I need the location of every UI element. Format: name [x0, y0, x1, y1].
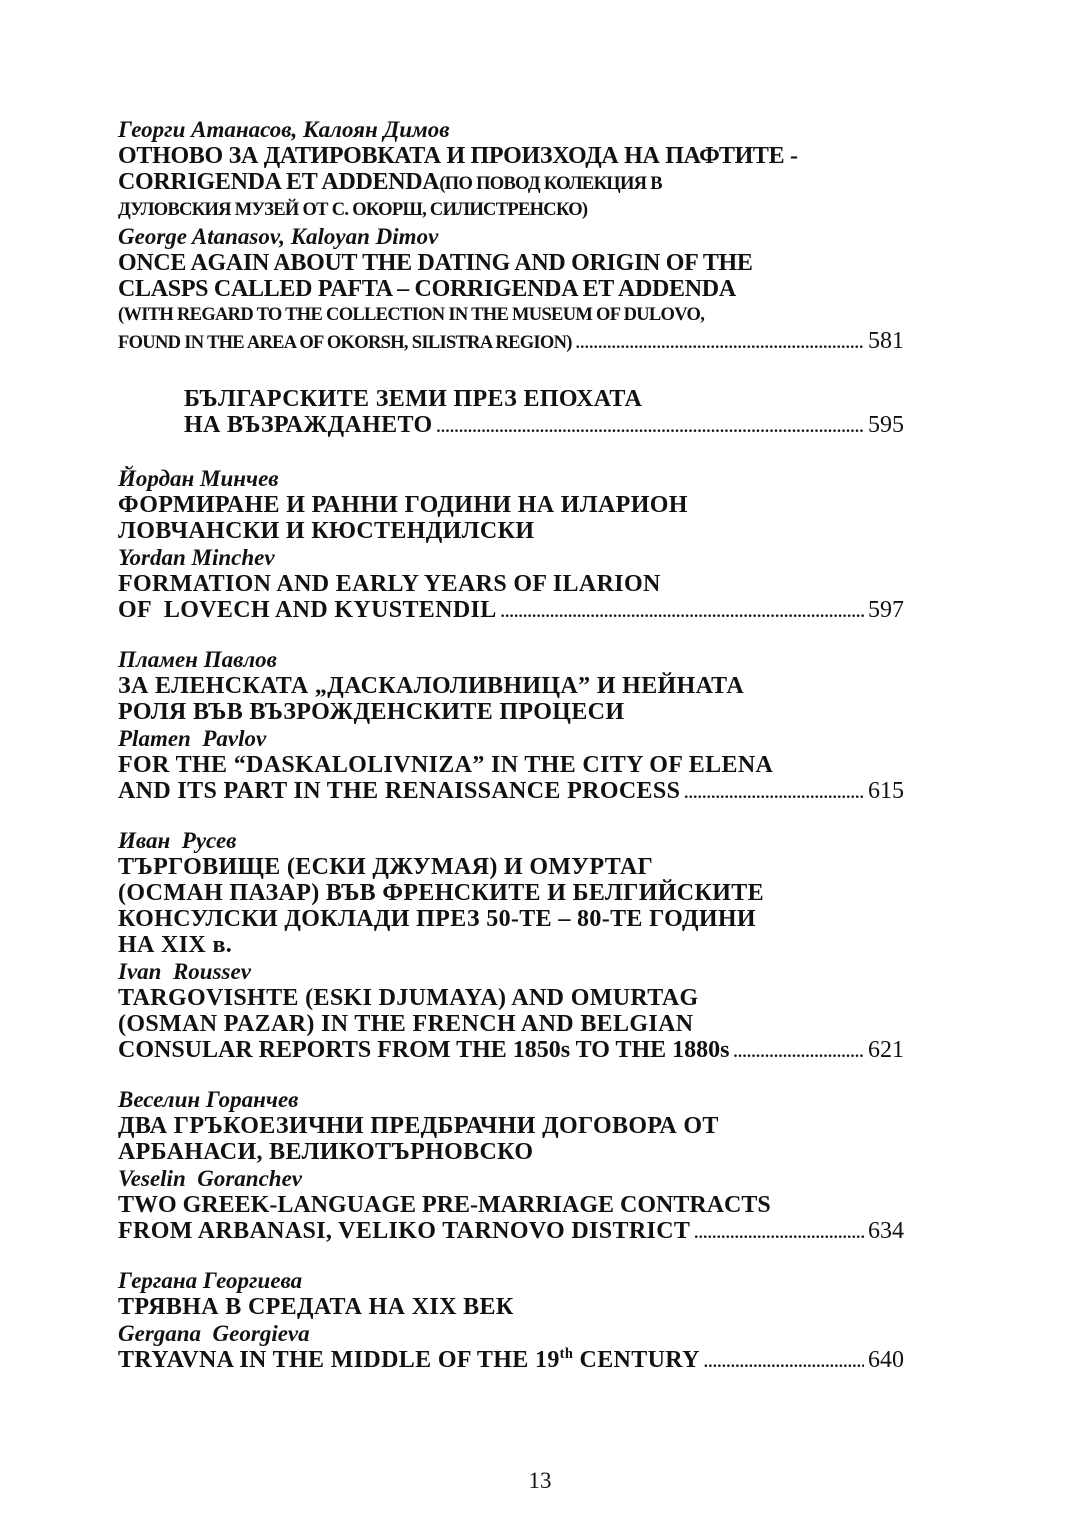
toc-entry	[118, 465, 904, 624]
title-bg-line: РОЛЯ ВЪВ ВЪЗРОЖДЕНСКИТЕ ПРОЦЕСИ	[118, 699, 625, 725]
page-number: 640	[868, 1347, 904, 1373]
toc-entry	[118, 827, 904, 1064]
page-number: 621	[868, 1037, 904, 1063]
toc-entry	[118, 646, 904, 805]
dot-leader	[576, 335, 864, 353]
title-bg-line: НА XIX в.	[118, 932, 233, 958]
dot-leader	[684, 785, 864, 803]
section-title-line: НА ВЪЗРАЖДАНЕТО	[184, 412, 433, 438]
title-bg-line: ДВА ГРЪКОЕЗИЧНИ ПРЕДБРАЧНИ ДОГОВОРА ОТ	[118, 1113, 719, 1139]
author-bg: Иван Русев	[118, 828, 237, 853]
title-en-fragment: TRYAVNA IN THE MIDDLE OF THE 19	[118, 1347, 560, 1373]
title-en-line: TWO GREEK-LANGUAGE PRE-MARRIAGE CONTRACTS	[118, 1192, 771, 1218]
title-bg-fragment: CORRIGENDA ET ADDENDA	[118, 169, 440, 195]
toc-entry	[118, 116, 904, 356]
title-bg-line: ДУЛОВСКИЯ МУЗЕЙ ОТ С. ОКОРШ, СИЛИСТРЕНСКО)	[118, 200, 588, 220]
author-bg: Веселин Горанчев	[118, 1087, 299, 1112]
title-bg-line: ЛОВЧАНСКИ И КЮСТЕНДИЛСКИ	[118, 518, 535, 544]
dot-leader	[734, 1044, 865, 1062]
page-number: 597	[868, 597, 904, 623]
title-bg-line	[118, 169, 904, 197]
title-en-line: CONSULAR REPORTS FROM THE 1850s TO THE 1880s	[118, 1037, 730, 1063]
section-title-line-with-page	[184, 412, 904, 439]
page-number: 615	[868, 778, 904, 804]
author-en: Plamen Pavlov	[118, 726, 267, 751]
title-bg-line: ТРЯВНА В СРЕДАТА НА XIX ВЕК	[118, 1294, 514, 1320]
title-en-line-with-page	[118, 1347, 904, 1374]
author-bg: Гергана Георгиева	[118, 1268, 303, 1293]
section-title-line: БЪЛГАРСКИТЕ ЗЕМИ ПРЕЗ ЕПОХАТА	[184, 386, 643, 412]
dot-leader	[437, 419, 864, 437]
title-en-line: TARGOVISHTE (ESKI DJUMAYA) AND OMURTAG	[118, 985, 699, 1011]
author-bg: Пламен Павлов	[118, 647, 277, 672]
author-bg: Георги Атанасов, Калоян Димов	[118, 117, 450, 142]
title-en-line-with-page	[118, 597, 904, 624]
page-number: 595	[868, 412, 904, 438]
title-bg-line: (ОСМАН ПАЗАР) ВЪВ ФРЕНСКИТЕ И БЕЛГИЙСКИТЕ	[118, 880, 764, 906]
page-number: 581	[868, 328, 904, 354]
ordinal-suffix: th	[559, 1346, 574, 1362]
author-en: George Atanasov, Kaloyan Dimov	[118, 224, 439, 249]
title-en-line: FORMATION AND EARLY YEARS OF ILARION	[118, 571, 661, 597]
title-en-line: FOR THE “DASKALOLIVNIZA” IN THE CITY OF ELENA	[118, 752, 774, 778]
toc-entry	[118, 1086, 904, 1245]
section-heading	[118, 386, 904, 439]
title-en-line: CLASPS CALLED PAFTA – CORRIGENDA ET ADDENDA	[118, 276, 736, 302]
title-en-line: FOUND IN THE AREA OF OKORSH, SILISTRA REGION)	[118, 333, 572, 353]
title-en-line: AND ITS PART IN THE RENAISSANCE PROCESS	[118, 778, 681, 804]
title-en-line-with-page	[118, 778, 904, 805]
page-footer-number: 13	[528, 1468, 552, 1493]
title-en-line-with-page	[118, 1037, 904, 1064]
title-bg-line: ЗА ЕЛЕНСКАТА „ДАСКАЛОЛИВНИЦА” И НЕЙНАТА	[118, 673, 745, 699]
title-bg-line: АРБАНАСИ, ВЕЛИКОТЪРНОВСКО	[118, 1139, 534, 1165]
title-bg-line: ТЪРГОВИЩЕ (ЕСКИ ДЖУМАЯ) И ОМУРТАГ	[118, 854, 654, 880]
title-bg-line: ФОРМИРАНЕ И РАННИ ГОДИНИ НА ИЛАРИОН	[118, 492, 688, 518]
title-en-line: OF LOVECH AND KYUSTENDIL	[118, 597, 497, 623]
title-bg-line: КОНСУЛСКИ ДОКЛАДИ ПРЕЗ 50-ТЕ – 80-ТЕ ГОДИНИ	[118, 906, 756, 932]
title-en-line: ONCE AGAIN ABOUT THE DATING AND ORIGIN OF THE	[118, 250, 753, 276]
author-en: Gergana Georgieva	[118, 1321, 310, 1346]
title-bg-line: ОТНОВО ЗА ДАТИРОВКАТА И ПРОИЗХОДА НА ПАФТИТЕ -	[118, 143, 798, 169]
author-bg: Йордан Минчев	[118, 466, 279, 491]
title-bg-fragment-small: (ПО ПОВОД КОЛЕКЦИЯ В	[439, 174, 662, 194]
author-en: Ivan Roussev	[118, 959, 251, 984]
dot-leader	[704, 1354, 864, 1372]
title-en-line: (WITH REGARD TO THE COLLECTION IN THE MUSEUM OF DULOVO,	[118, 305, 705, 325]
title-en-line-with-page	[118, 1218, 904, 1245]
author-en: Veselin Goranchev	[118, 1166, 302, 1191]
title-en-line: (OSMAN PAZAR) IN THE FRENCH AND BELGIAN	[118, 1011, 694, 1037]
title-en-fragment: CENTURY	[573, 1347, 700, 1373]
author-en: Yordan Minchev	[118, 545, 275, 570]
page-number: 634	[868, 1218, 904, 1244]
table-of-contents	[118, 116, 904, 1396]
title-en-line: FROM ARBANASI, VELIKO TARNOVO DISTRICT	[118, 1218, 691, 1244]
dot-leader	[694, 1225, 864, 1243]
title-en-line-with-page	[118, 328, 904, 356]
toc-entry	[118, 1267, 904, 1374]
dot-leader	[501, 604, 864, 622]
title-en-line	[118, 1347, 700, 1373]
